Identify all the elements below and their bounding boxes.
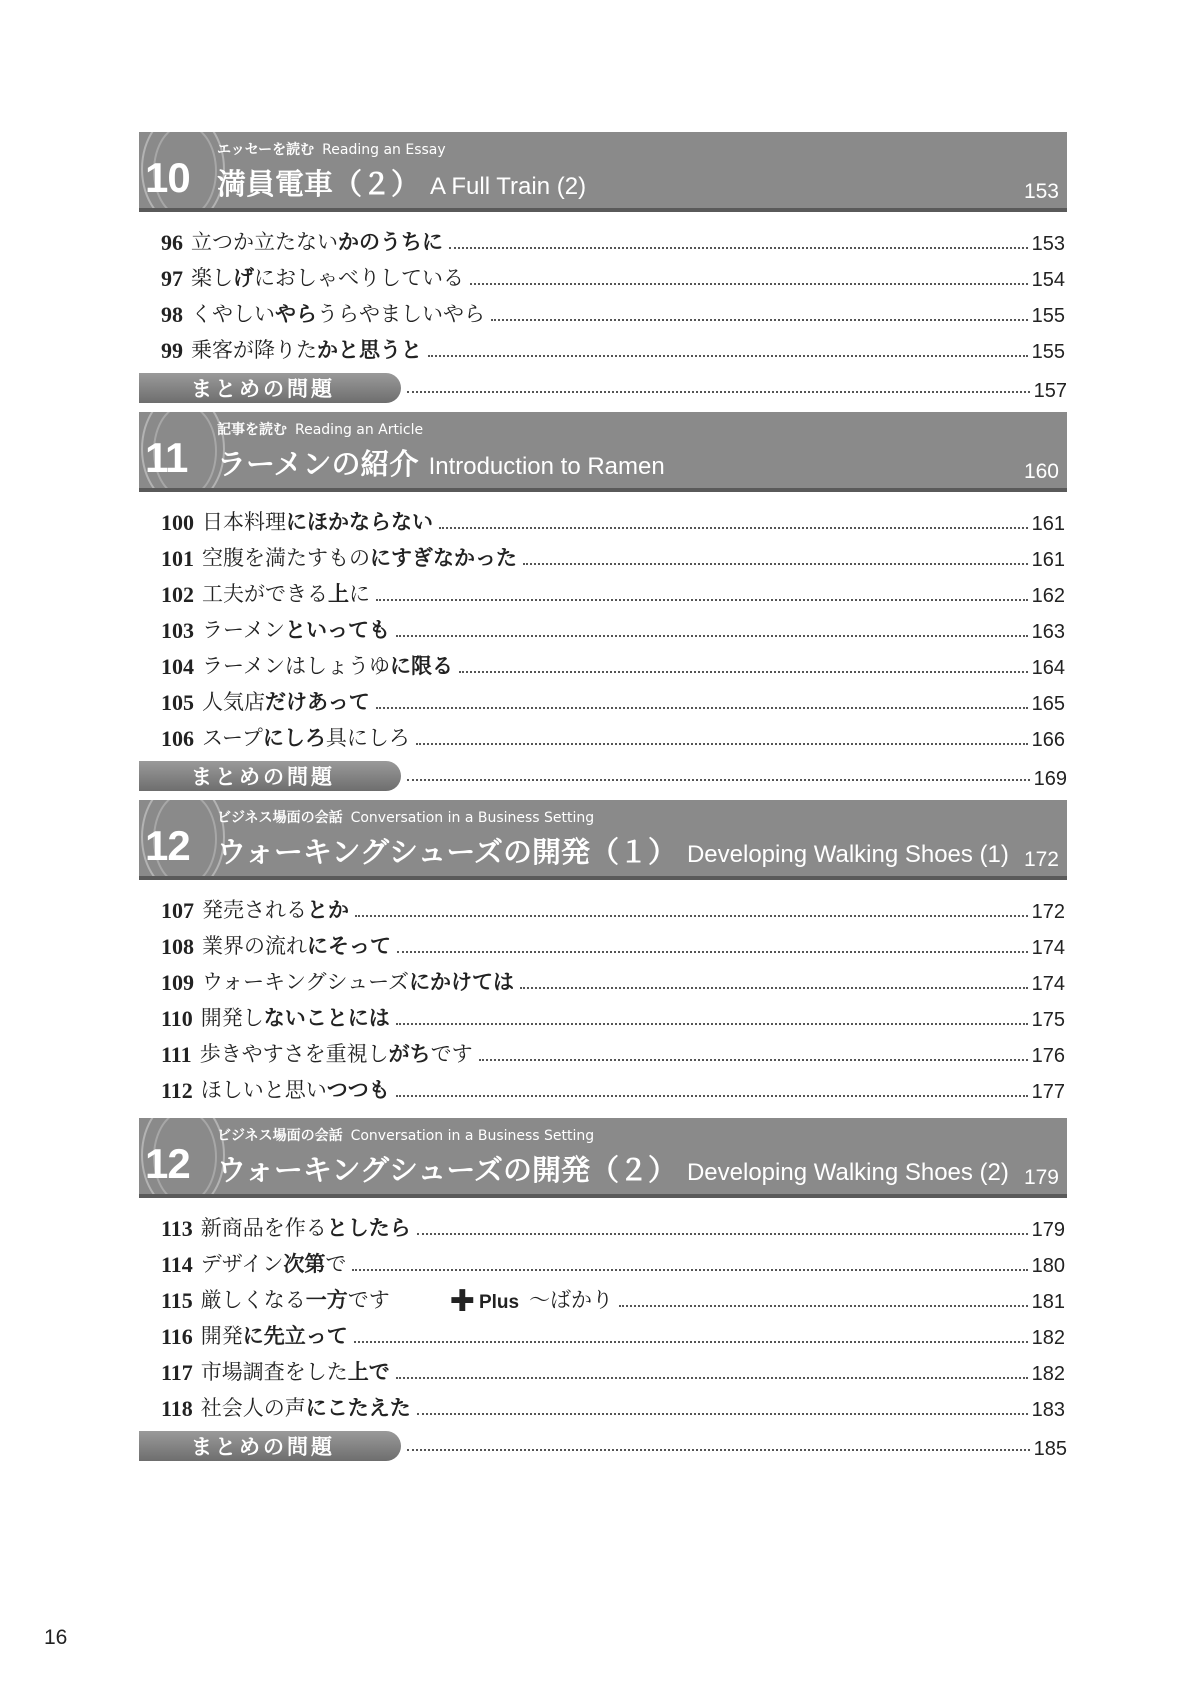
entry-text-plain: 具にしろ: [325, 726, 410, 750]
entry-number: 118: [161, 1396, 193, 1421]
toc-entry[interactable]: [139, 996, 1067, 1032]
entry-page-number: 155: [1031, 341, 1065, 363]
dot-leader: [479, 1059, 1028, 1061]
entry-page-number: 174: [1031, 937, 1065, 959]
entry-text: [201, 1212, 411, 1242]
review-page-number: 157: [1033, 379, 1067, 402]
entry-page-number: 166: [1031, 729, 1065, 751]
unit-section: [139, 412, 1067, 796]
unit-title-en: Developing Walking Shoes (2): [686, 1159, 1009, 1186]
entry-page-number: 163: [1031, 621, 1065, 643]
unit-title-jp: 満員電車（２）: [217, 167, 421, 201]
entry-text: [191, 298, 485, 328]
entry-text: [202, 542, 517, 572]
unit-title: [217, 830, 1009, 871]
entry-text-plain: 楽し: [191, 266, 233, 290]
toc-entry[interactable]: [139, 1242, 1067, 1278]
plus-note: [449, 1284, 614, 1319]
entry-number: 96: [161, 230, 183, 255]
entry-text-grammar: とか: [307, 898, 349, 922]
entry-page-number: 181: [1031, 1291, 1065, 1313]
dot-leader: [470, 283, 1028, 285]
entry-number: 117: [161, 1360, 193, 1385]
entry-text: [201, 1392, 411, 1422]
unit-number: 11: [145, 434, 188, 481]
entry-text-grammar: にこたえた: [305, 1396, 411, 1420]
entry-text-plain: ウォーキングシューズ: [202, 970, 410, 994]
entry-text-grammar: に限る: [389, 654, 453, 678]
entry-text-plain: 開発し: [200, 1006, 264, 1030]
dot-leader: [439, 527, 1028, 529]
dot-leader: [396, 1023, 1028, 1025]
entry-text-plain: 工夫ができる: [202, 582, 328, 606]
entry-page-number: 161: [1031, 513, 1065, 535]
entry-number: 112: [161, 1078, 193, 1103]
entry-number: 115: [161, 1288, 193, 1313]
entry-page-number: 180: [1031, 1255, 1065, 1277]
entry-text-plain: ほしいと思い: [200, 1078, 327, 1102]
unit-subtitle-en: Conversation in a Business Setting: [350, 1128, 595, 1144]
toc-entry[interactable]: [139, 608, 1067, 644]
entry-number: 107: [161, 898, 194, 923]
entry-text: [191, 262, 464, 292]
page-number: 16: [44, 1626, 68, 1649]
entry-text-grammar: にほかならない: [286, 510, 433, 534]
toc-entry[interactable]: [139, 680, 1067, 716]
entry-page-number: 179: [1031, 1219, 1065, 1241]
entry-number: 108: [161, 934, 194, 959]
entry-page-number: 182: [1031, 1327, 1065, 1349]
entry-text-grammar: かと思うと: [317, 338, 422, 362]
entry-text-grammar: 一方: [305, 1288, 348, 1312]
entry-text-plain: 乗客が降りた: [191, 338, 317, 362]
entry-text-plain: スープ: [202, 726, 263, 750]
toc-entry[interactable]: [139, 328, 1067, 364]
entry-text: [201, 1074, 390, 1104]
toc-entry[interactable]: [139, 1314, 1067, 1350]
toc-entry[interactable]: [139, 1278, 1067, 1319]
unit-subtitle: [217, 807, 594, 827]
entry-number: 100: [161, 510, 194, 535]
entry-text-grammar: 上: [328, 582, 349, 606]
entry-number: 104: [161, 654, 194, 679]
plus-label: Plus: [478, 1292, 520, 1313]
entry-text-grammar: がち: [388, 1042, 431, 1066]
entry-page-number: 161: [1031, 549, 1065, 571]
toc-entry[interactable]: [139, 960, 1067, 996]
review-entry[interactable]: [139, 1426, 1067, 1466]
entry-text: [201, 1320, 348, 1350]
entry-number: 98: [161, 302, 183, 327]
dot-leader: [491, 319, 1028, 321]
plus-text: 〜ばかり: [529, 1288, 614, 1312]
toc-entry[interactable]: [139, 1032, 1067, 1068]
entry-text: [202, 686, 370, 716]
toc-entry[interactable]: [139, 220, 1067, 256]
entry-number: 103: [161, 618, 194, 643]
toc-entry[interactable]: [139, 1350, 1067, 1386]
entry-text-grammar: かのうちに: [338, 230, 443, 254]
unit-subtitle-jp: ビジネス場面の会話: [217, 1128, 343, 1144]
entry-text-plain: デザイン: [200, 1252, 284, 1276]
entry-number: 110: [161, 1006, 193, 1031]
dot-leader: [376, 707, 1028, 709]
toc-entry[interactable]: [139, 1068, 1067, 1104]
entry-page-number: 162: [1031, 585, 1065, 607]
dot-leader: [354, 1341, 1028, 1343]
entry-text-grammar: つつも: [326, 1078, 390, 1102]
review-label: まとめの問題: [139, 761, 401, 791]
entry-text: [202, 614, 390, 644]
entry-text-plain: くやしい: [191, 302, 275, 326]
dot-leader: [520, 987, 1028, 989]
entry-text-plain: 業界の流れ: [202, 934, 307, 958]
dot-leader: [352, 1269, 1027, 1271]
entry-text-plain: におしゃべりしている: [254, 266, 464, 290]
unit-page-number: 153: [1023, 180, 1059, 203]
dot-leader: [407, 779, 1030, 781]
toc-entry[interactable]: [139, 500, 1067, 536]
entry-number: 113: [161, 1216, 193, 1241]
toc-entry[interactable]: [139, 536, 1067, 572]
entry-text-grammar: げ: [233, 266, 254, 290]
entry-text-plain: 空腹を満たすもの: [202, 546, 370, 570]
entry-text-grammar: にしろ: [262, 726, 326, 750]
unit-header: [139, 132, 1067, 212]
entry-number: 105: [161, 690, 194, 715]
unit-subtitle-en: Reading an Essay: [322, 142, 446, 158]
entry-page-number: 182: [1031, 1363, 1065, 1385]
entry-text-plain: 歩きやすさを重視し: [199, 1042, 389, 1066]
review-label: まとめの問題: [139, 1431, 401, 1461]
entry-text: [191, 334, 422, 364]
dot-leader: [407, 1449, 1030, 1451]
entry-text-plain: うらやましいやら: [317, 302, 485, 326]
unit-header: [139, 800, 1067, 880]
unit-number: 12: [145, 822, 190, 869]
entry-text: [202, 650, 453, 680]
entry-number: 116: [161, 1324, 193, 1349]
review-page-number: 185: [1033, 1437, 1067, 1460]
entry-number: 97: [161, 266, 183, 291]
dot-leader: [449, 247, 1028, 249]
entry-text-grammar: やら: [275, 302, 317, 326]
entry-number: 111: [161, 1042, 192, 1067]
unit-subtitle: [217, 419, 423, 439]
review-label: まとめの問題: [139, 373, 401, 403]
unit-subtitle-jp: エッセーを読む: [217, 142, 315, 158]
dot-leader: [376, 599, 1028, 601]
unit-title: [217, 162, 586, 203]
entry-text: [202, 966, 514, 996]
entry-page-number: 177: [1031, 1081, 1065, 1103]
unit-subtitle-en: Conversation in a Business Setting: [350, 810, 595, 826]
review-entry[interactable]: [139, 756, 1067, 796]
unit-title-en: Introduction to Ramen: [428, 453, 665, 480]
entry-text: [202, 722, 410, 752]
entry-text: [201, 1356, 390, 1386]
entry-text: [202, 578, 370, 608]
toc-entry[interactable]: [139, 256, 1067, 292]
dot-leader: [416, 743, 1028, 745]
dot-leader: [396, 1095, 1028, 1097]
unit-subtitle-jp: 記事を読む: [217, 422, 287, 438]
entry-text-plain: 人気店: [202, 690, 265, 714]
entry-text-grammar: にすぎなかった: [370, 546, 517, 570]
dot-leader: [417, 1413, 1028, 1415]
dot-leader: [397, 951, 1028, 953]
dot-leader: [619, 1305, 1028, 1307]
unit-title-jp: ウォーキングシューズの開発（２）: [217, 1153, 677, 1187]
entry-page-number: 153: [1031, 233, 1065, 255]
unit-title-en: A Full Train (2): [430, 173, 587, 200]
entry-text-plain: で: [325, 1252, 347, 1276]
entry-text: [201, 1284, 390, 1314]
entry-text-plain: です: [430, 1042, 473, 1066]
dot-leader: [459, 671, 1028, 673]
entry-page-number: 155: [1031, 305, 1065, 327]
entry-number: 114: [161, 1252, 193, 1277]
entry-text-plain: 立つか立たない: [191, 230, 338, 254]
entry-number: 106: [161, 726, 194, 751]
entry-text-grammar: にかけては: [409, 970, 515, 994]
toc-entry[interactable]: [139, 924, 1067, 960]
unit-section: [139, 132, 1067, 408]
unit-subtitle-en: Reading an Article: [295, 422, 424, 438]
entry-text: [202, 930, 391, 960]
entry-text-plain: ラーメンはしょうゆ: [202, 654, 390, 678]
entry-text-plain: 発売される: [202, 898, 307, 922]
entry-text-grammar: 上で: [347, 1360, 390, 1384]
unit-page-number: 179: [1023, 1166, 1059, 1189]
entry-text: [201, 1002, 390, 1032]
entry-text-plain: に: [349, 582, 370, 606]
entry-text: [200, 1038, 473, 1068]
entry-text-plain: 社会人の声: [200, 1396, 306, 1420]
review-entry[interactable]: [139, 368, 1067, 408]
entry-text-plain: 日本料理: [202, 510, 286, 534]
entry-page-number: 174: [1031, 973, 1065, 995]
unit-subtitle: [217, 139, 446, 159]
review-page-number: 169: [1033, 767, 1067, 790]
entry-text-grammar: にそって: [307, 934, 391, 958]
entry-text-plain: 厳しくなる: [200, 1288, 306, 1312]
dot-leader: [428, 355, 1028, 357]
dot-leader: [396, 1377, 1028, 1379]
dot-leader: [396, 635, 1028, 637]
entry-page-number: 154: [1031, 269, 1065, 291]
entry-text-grammar: だけあって: [265, 690, 370, 714]
entry-number: 109: [161, 970, 194, 995]
toc-entry[interactable]: [139, 888, 1067, 924]
dot-leader: [407, 391, 1030, 393]
toc-entry[interactable]: [139, 716, 1067, 752]
unit-header: [139, 1118, 1067, 1198]
unit-section: [139, 800, 1067, 1104]
entry-page-number: 175: [1031, 1009, 1065, 1031]
unit-title: [217, 442, 665, 483]
dot-leader: [355, 915, 1028, 917]
entry-text-plain: ラーメン: [202, 618, 285, 642]
unit-number: 10: [145, 154, 190, 201]
entry-text-grammar: ないことには: [263, 1006, 390, 1030]
unit-title-jp: ラーメンの紹介: [217, 447, 419, 481]
entry-page-number: 176: [1031, 1045, 1065, 1067]
unit-subtitle: [217, 1125, 594, 1145]
entry-text-grammar: といっても: [284, 618, 390, 642]
table-of-contents: [139, 132, 1067, 1470]
toc-entry[interactable]: [139, 644, 1067, 680]
unit-title: [217, 1148, 1009, 1189]
unit-section: [139, 1118, 1067, 1466]
unit-title-jp: ウォーキングシューズの開発（１）: [217, 835, 677, 869]
entry-text-plain: です: [347, 1288, 390, 1312]
toc-entry[interactable]: [139, 292, 1067, 328]
entry-text-plain: 新商品を作る: [200, 1216, 327, 1240]
unit-header: [139, 412, 1067, 492]
entry-text-grammar: に先立って: [242, 1324, 348, 1348]
unit-page-number: 160: [1023, 460, 1059, 483]
entry-text: [202, 506, 433, 536]
entry-text-grammar: としたら: [326, 1216, 411, 1240]
entry-page-number: 165: [1031, 693, 1065, 715]
entry-text-plain: 開発: [200, 1324, 243, 1348]
entry-text: [201, 1248, 347, 1278]
unit-subtitle-jp: ビジネス場面の会話: [217, 810, 343, 826]
entry-number: 99: [161, 338, 183, 363]
entry-text: [191, 226, 443, 256]
entry-number: 101: [161, 546, 194, 571]
entry-page-number: 172: [1031, 901, 1065, 923]
plus-icon: ✚: [449, 1284, 475, 1319]
unit-title-en: Developing Walking Shoes (1): [686, 841, 1009, 868]
unit-page-number: 172: [1023, 848, 1059, 871]
entry-page-number: 164: [1031, 657, 1065, 679]
dot-leader: [523, 563, 1028, 565]
unit-number: 12: [145, 1140, 190, 1187]
entry-number: 102: [161, 582, 194, 607]
entry-page-number: 183: [1031, 1399, 1065, 1421]
toc-entry[interactable]: [139, 1206, 1067, 1242]
entry-text: [202, 894, 349, 924]
entry-text-plain: 市場調査をした: [200, 1360, 348, 1384]
dot-leader: [417, 1233, 1028, 1235]
entry-text-grammar: 次第: [283, 1252, 326, 1276]
toc-entry[interactable]: [139, 1386, 1067, 1422]
toc-entry[interactable]: [139, 572, 1067, 608]
